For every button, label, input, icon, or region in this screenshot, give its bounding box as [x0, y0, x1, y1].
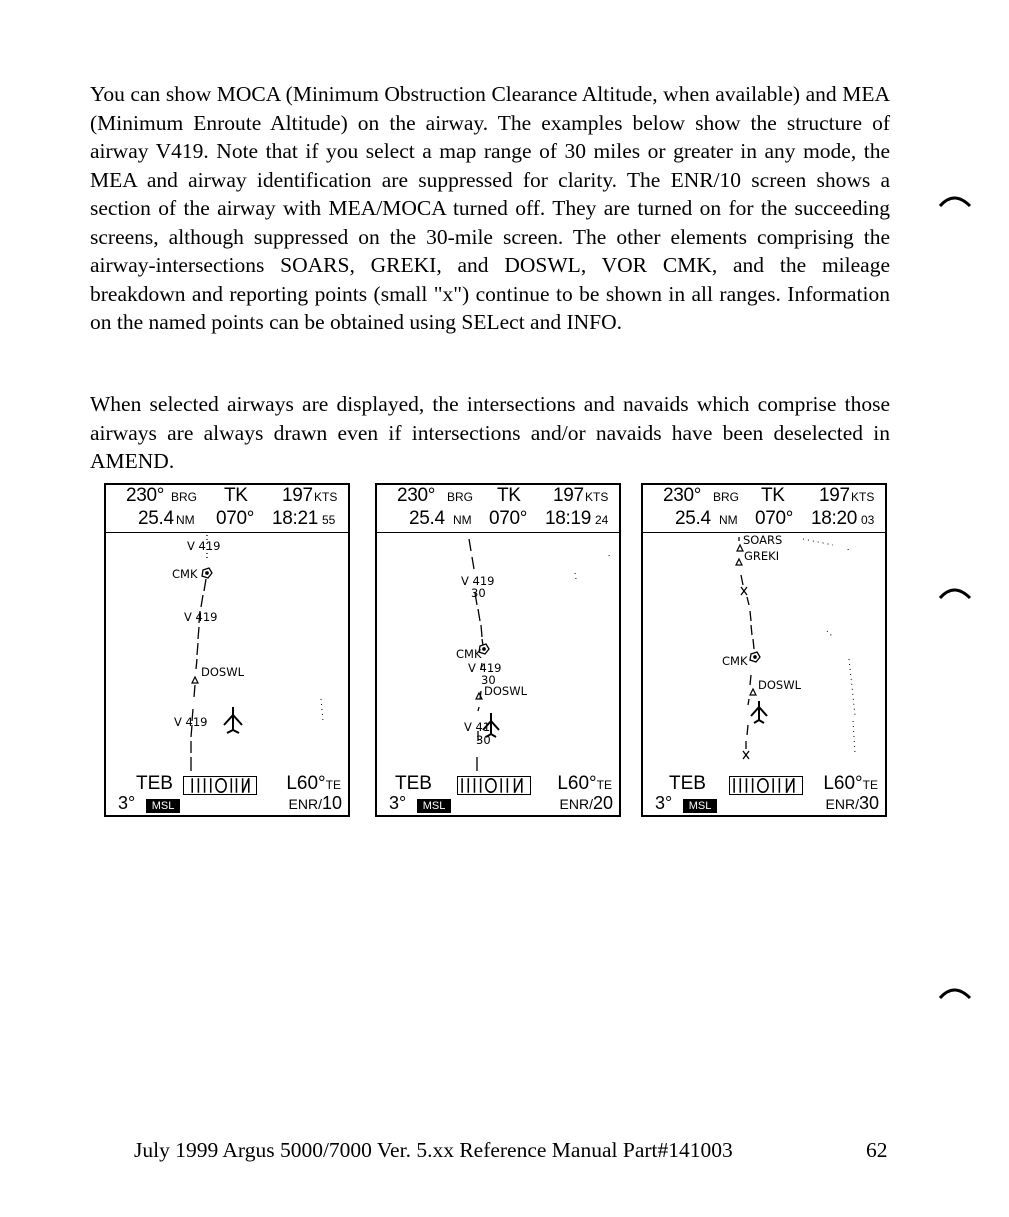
- limit-value: [557, 773, 612, 795]
- limit-text: L60°: [823, 773, 863, 794]
- screen-footer: [643, 774, 885, 817]
- distance-unit: NM: [453, 513, 472, 527]
- screen-header: [377, 485, 619, 535]
- binder-hole-mark: [936, 582, 976, 602]
- limit-value: [823, 773, 878, 795]
- vor-icon: [750, 652, 760, 662]
- vor-label: CMK: [722, 654, 748, 668]
- bearing-value: 230°: [397, 485, 436, 506]
- limit-unit: TE: [325, 778, 341, 792]
- distance-value: 25.4: [675, 508, 711, 529]
- time-seconds: 03: [861, 513, 875, 527]
- airway-map: [377, 535, 619, 773]
- limit-text: L60°: [286, 773, 326, 794]
- status-bars-icon: [730, 777, 802, 794]
- waypoint-id: TEB: [136, 773, 173, 794]
- mode-label: ENR/: [559, 796, 593, 812]
- airway-label: V 419: [184, 610, 218, 624]
- course-value: 070°: [216, 508, 255, 529]
- range-value: 20: [592, 793, 613, 813]
- waypoint-id: TEB: [395, 773, 432, 794]
- vor-icon: [202, 568, 212, 578]
- course-value: 070°: [755, 508, 794, 529]
- map-area: [643, 535, 885, 773]
- mea-label: 30: [481, 673, 496, 687]
- angle-value: 3°: [655, 793, 673, 813]
- angle-value: 3°: [389, 793, 407, 813]
- vor-label: CMK: [456, 647, 482, 661]
- binder-hole-mark: [936, 982, 976, 1002]
- speed-value: 197: [553, 485, 584, 506]
- range-value: 10: [321, 793, 342, 813]
- nav-screen-enr20: [375, 483, 621, 817]
- speed-unit: KTS: [851, 490, 875, 504]
- mode-label: ENR/: [825, 796, 859, 812]
- intersection-icon: [736, 545, 756, 695]
- map-area: [377, 535, 619, 773]
- screen-footer: [377, 774, 619, 817]
- bearing-unit: BRG: [713, 490, 740, 504]
- course-value: 070°: [489, 508, 528, 529]
- distance-unit: NM: [176, 513, 195, 527]
- distance-value: 25.4: [409, 508, 445, 529]
- screen-footer: [106, 774, 348, 817]
- intersection-icon: [192, 677, 198, 683]
- track-label: TK: [761, 485, 785, 506]
- track-label: TK: [497, 485, 521, 506]
- bearing-value: 230°: [663, 485, 702, 506]
- intersection-label: DOSWL: [484, 684, 527, 698]
- bearing-unit: BRG: [171, 490, 198, 504]
- nav-screen-enr10: [104, 483, 350, 817]
- speed-unit: KTS: [585, 490, 609, 504]
- bearing-value: 230°: [126, 485, 165, 506]
- map-area: [106, 535, 348, 773]
- speed-unit: KTS: [314, 490, 338, 504]
- airway-label: V 419: [174, 715, 208, 729]
- msl-badge: MSL: [683, 799, 717, 813]
- mode-range: [826, 793, 879, 814]
- mea-label: 30: [476, 733, 491, 747]
- track-label: TK: [224, 485, 248, 506]
- page-footer: July 1999 Argus 5000/7000 Ver. 5.xx Reference Manual Part#141003: [134, 1138, 733, 1162]
- speed-value: 197: [819, 485, 850, 506]
- airway-label: V 419: [187, 539, 221, 553]
- mea-label: 30: [471, 586, 486, 600]
- paragraph-selected-airways: When selected airways are displayed, the intersections and navaids which comprise those airways are always drawn even if intersections and/or navaids have been deselected in AMEND.: [90, 392, 890, 473]
- speed-value: 197: [282, 485, 313, 506]
- aircraft-icon: [224, 707, 242, 733]
- vor-label: CMK: [172, 567, 198, 581]
- status-indicator: [457, 776, 531, 795]
- msl-badge: MSL: [146, 799, 180, 813]
- intersection-label: DOSWL: [758, 678, 801, 692]
- screen-header: [106, 485, 348, 535]
- airway-map: [643, 535, 885, 773]
- status-bars-icon: [184, 777, 256, 794]
- limit-text: L60°: [557, 773, 597, 794]
- angle-value: 3°: [118, 793, 136, 813]
- distance-unit: NM: [719, 513, 738, 527]
- limit-value: [286, 773, 341, 795]
- time-value: 18:21: [272, 508, 319, 529]
- intersection-label: GREKI: [744, 549, 780, 563]
- msl-badge: MSL: [417, 799, 451, 813]
- bearing-unit: BRG: [447, 490, 474, 504]
- limit-unit: TE: [862, 778, 878, 792]
- status-indicator: [183, 776, 257, 795]
- nav-screen-enr30: [641, 483, 887, 817]
- mode-range: [560, 793, 613, 814]
- intersection-label: SOARS: [743, 535, 783, 547]
- limit-unit: TE: [596, 778, 612, 792]
- range-value: 30: [858, 793, 879, 813]
- intersection-label: DOSWL: [201, 665, 244, 679]
- time-seconds: 55: [322, 513, 336, 527]
- status-bars-icon: [458, 777, 530, 794]
- mode-label: ENR/: [288, 796, 322, 812]
- airway-label: V 419: [461, 574, 495, 588]
- binder-hole-mark: [936, 190, 976, 210]
- time-value: 18:19: [545, 508, 592, 529]
- time-value: 18:20: [811, 508, 858, 529]
- waypoint-id: TEB: [669, 773, 706, 794]
- airway-map: [106, 535, 348, 773]
- mode-range: [289, 793, 342, 814]
- time-seconds: 24: [595, 513, 609, 527]
- airway-label: V 41: [464, 720, 491, 734]
- status-indicator: [729, 776, 803, 795]
- distance-value: 25.4: [138, 508, 174, 529]
- page-number: 62: [866, 1138, 888, 1162]
- aircraft-icon: [751, 701, 767, 723]
- paragraph-moca-mea: You can show MOCA (Minimum Obstruction Clearance Altitude, when available) and MEA (Minimum Enroute Altitude) on the airway. The examples below show the structure of airway V419. Note that if you select a map range of 30 miles or greater in any mode, the MEA and airway identification are suppressed for clarity. The ENR/10 screen shows a section of the airway with MEA/MOCA turned off. They are turned on for the succeeding screens, although suppressed on the 30-mile screen. The other elements comprising the airway-intersections SOARS, GREKI, and DOSWL, VOR CMK, and the mileage breakdown and reporting points (small "x") continue to be shown in all ranges. Information on the named points can be obtained using SELect and INFO.: [90, 82, 890, 334]
- screen-header: [643, 485, 885, 535]
- airway-label: V 419: [468, 661, 502, 675]
